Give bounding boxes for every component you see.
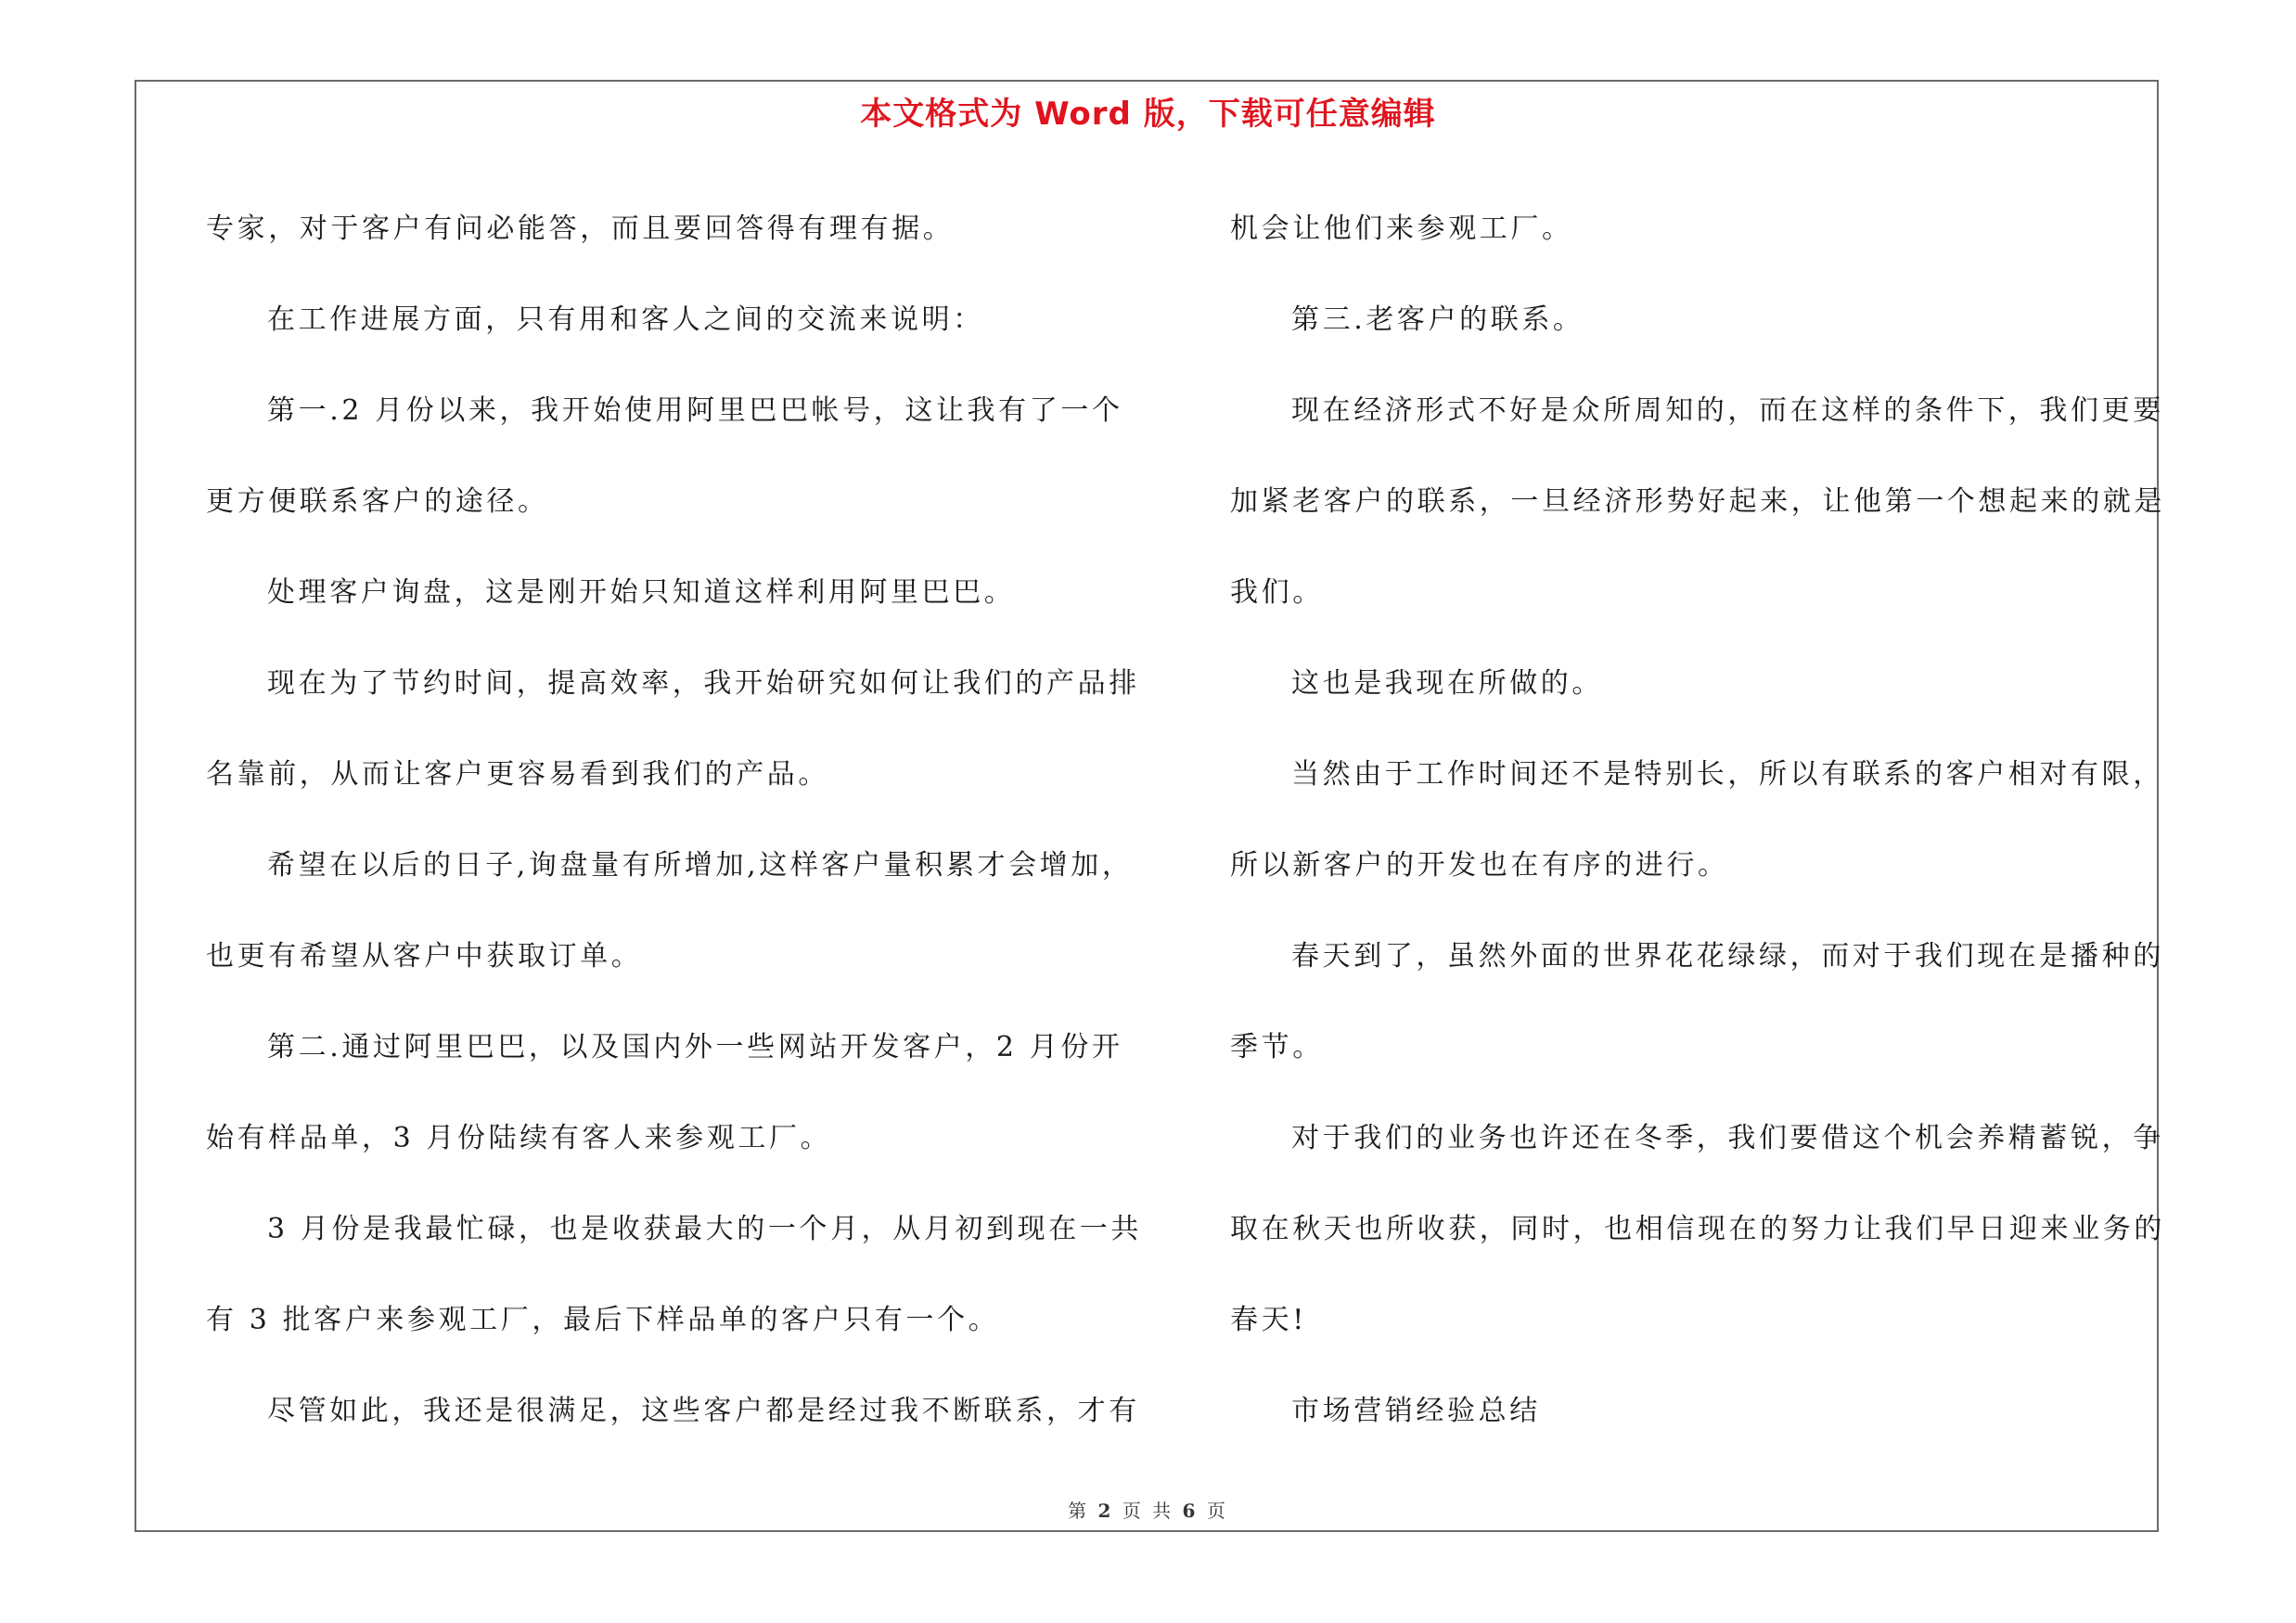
paragraph-line: 机会让他们来参观工厂。 (1230, 213, 1573, 245)
paragraph-line: 在工作进展方面，只有用和客人之间的交流来说明： (267, 303, 984, 336)
paragraph-line: 希望在以后的日子,询盘量有所增加,这样客户量积累才会增加， (267, 849, 1134, 882)
paragraph-line: 所以新客户的开发也在有序的进行。 (1230, 849, 1729, 882)
page-number-footer (0, 1496, 2296, 1523)
paragraph-line: 处理客户询盘，这是刚开始只知道这样利用阿里巴巴。 (267, 576, 1016, 609)
paragraph-line: 3 月份是我最忙碌，也是收获最大的一个月，从月初到现在一共 (267, 1213, 1143, 1245)
paragraph-line: 春天到了，虽然外面的世界花花绿绿，而对于我们现在是播种的 (1291, 940, 2164, 973)
paragraph-line: 第一.2 月份以来，我开始使用阿里巴巴帐号，这让我有了一个 (267, 394, 1123, 427)
paragraph-line: 当然由于工作时间还不是特别长，所以有联系的客户相对有限， (1291, 758, 2164, 791)
paragraph-line: 也更有希望从客户中获取订单。 (206, 940, 643, 973)
paragraph-line: 专家，对于客户有问必能答，而且要回答得有理有据。 (206, 213, 955, 245)
paragraph-line: 名靠前，从而让客户更容易看到我们的产品。 (206, 758, 829, 791)
left-text-column (206, 184, 1143, 1457)
paragraph-line: 市场营销经验总结 (1291, 1395, 1541, 1427)
right-text-column (1230, 184, 2165, 1457)
paragraph-line: 这也是我现在所做的。 (1291, 667, 1603, 700)
paragraph-line: 更方便联系客户的途径。 (206, 485, 549, 518)
paragraph-line: 尽管如此，我还是很满足，这些客户都是经过我不断联系，才有 (267, 1395, 1140, 1427)
footer-prefix: 第 (1068, 1500, 1090, 1522)
paragraph-line: 取在秋天也所收获，同时，也相信现在的努力让我们早日迎来业务的 (1230, 1213, 2165, 1245)
paragraph-line: 始有样品单，3 月份陆续有客人来参观工厂。 (206, 1122, 832, 1154)
footer-middle: 页 共 (1122, 1500, 1174, 1522)
paragraph-line: 第三.老客户的联系。 (1291, 303, 1584, 336)
paragraph-line: 春天! (1230, 1304, 1307, 1336)
paragraph-line: 现在经济形式不好是众所周知的，而在这样的条件下，我们更要 (1291, 394, 2164, 427)
paragraph-line: 第二.通过阿里巴巴，以及国内外一些网站开发客户，2 月份开 (267, 1031, 1123, 1063)
paragraph-line: 对于我们的业务也许还在冬季，我们要借这个机会养精蓄锐，争 (1291, 1122, 2164, 1154)
current-page-number: 2 (1097, 1500, 1114, 1522)
footer-suffix: 页 (1206, 1500, 1228, 1522)
paragraph-line: 加紧老客户的联系，一旦经济形势好起来，让他第一个想起来的就是 (1230, 485, 2165, 518)
paragraph-line: 有 3 批客户来参观工厂，最后下样品单的客户只有一个。 (206, 1304, 1000, 1336)
total-page-count: 6 (1182, 1500, 1199, 1522)
paragraph-line: 现在为了节约时间，提高效率，我开始研究如何让我们的产品排 (267, 667, 1140, 700)
format-banner: 本文格式为 Word 版，下载可任意编辑 (860, 96, 1436, 133)
paragraph-line: 我们。 (1230, 576, 1324, 609)
paragraph-line: 季节。 (1230, 1031, 1324, 1063)
